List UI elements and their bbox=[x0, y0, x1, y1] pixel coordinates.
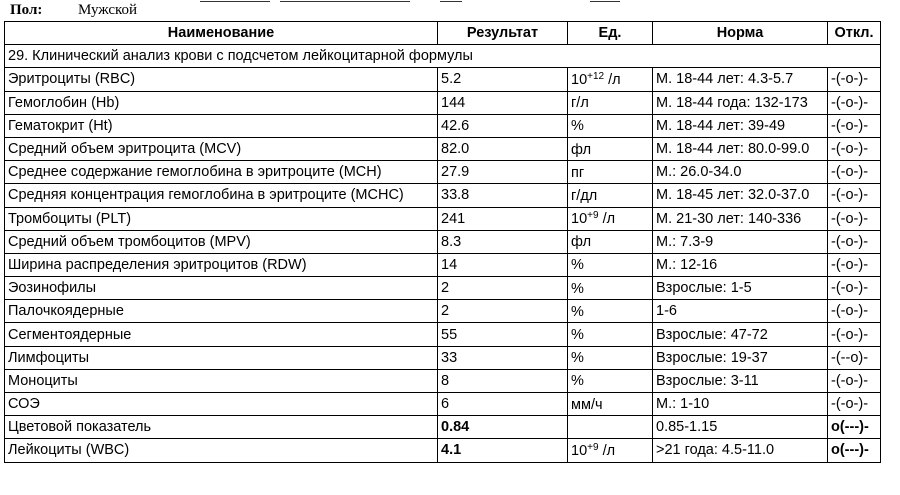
col-header-result: Результат bbox=[438, 22, 568, 45]
unit-base: % bbox=[571, 303, 584, 320]
test-result: 14 bbox=[438, 253, 568, 276]
test-unit bbox=[568, 369, 653, 392]
table-row bbox=[5, 416, 881, 439]
test-name: Тромбоциты (PLT) bbox=[5, 207, 438, 230]
test-unit bbox=[568, 161, 653, 184]
test-deviation: o(---)- bbox=[828, 439, 881, 462]
test-deviation: -(-o-)- bbox=[828, 369, 881, 392]
col-header-deviation: Откл. bbox=[828, 22, 881, 45]
test-unit bbox=[568, 253, 653, 276]
table-row bbox=[5, 439, 881, 462]
test-deviation: -(-o-)- bbox=[828, 161, 881, 184]
test-norm: М.: 26.0-34.0 bbox=[653, 161, 828, 184]
report-header bbox=[0, 0, 900, 18]
test-unit bbox=[568, 68, 653, 91]
test-name: Эритроциты (RBC) bbox=[5, 68, 438, 91]
test-unit bbox=[568, 277, 653, 300]
sex-label: Пол: bbox=[10, 2, 43, 18]
table-row bbox=[5, 393, 881, 416]
test-name: Ширина распределения эритроцитов (RDW) bbox=[5, 253, 438, 276]
test-deviation: -(-o-)- bbox=[828, 137, 881, 160]
test-result: 241 bbox=[438, 207, 568, 230]
test-result: 27.9 bbox=[438, 161, 568, 184]
table-row bbox=[5, 137, 881, 160]
test-deviation: -(-o-)- bbox=[828, 68, 881, 91]
table-row bbox=[5, 68, 881, 91]
table-row bbox=[5, 300, 881, 323]
test-norm: >21 года: 4.5-11.0 bbox=[653, 439, 828, 462]
test-norm: М. 18-44 лет: 80.0-99.0 bbox=[653, 137, 828, 160]
test-norm: 1-6 bbox=[653, 300, 828, 323]
col-header-name: Наименование bbox=[5, 22, 438, 45]
results-table bbox=[4, 21, 881, 463]
test-result: 8 bbox=[438, 369, 568, 392]
table-row bbox=[5, 346, 881, 369]
test-norm: М.: 12-16 bbox=[653, 253, 828, 276]
test-unit bbox=[568, 114, 653, 137]
test-norm: М. 18-45 лет: 32.0-37.0 bbox=[653, 184, 828, 207]
test-deviation: -(-o-)- bbox=[828, 300, 881, 323]
test-norm: М. 18-44 лет: 4.3-5.7 bbox=[653, 68, 828, 91]
test-deviation: -(-o-)- bbox=[828, 253, 881, 276]
col-header-unit: Ед. bbox=[568, 22, 653, 45]
test-unit bbox=[568, 300, 653, 323]
table-row bbox=[5, 114, 881, 137]
unit-exponent: +12 bbox=[587, 70, 605, 82]
test-norm: Взрослые: 1-5 bbox=[653, 277, 828, 300]
test-name: Лимфоциты bbox=[5, 346, 438, 369]
unit-exponent: +9 bbox=[587, 210, 599, 222]
test-name: СОЭ bbox=[5, 393, 438, 416]
test-norm: М. 18-44 года: 132-173 bbox=[653, 91, 828, 114]
unit-base: % bbox=[571, 118, 584, 135]
unit-base: 10 bbox=[571, 211, 588, 228]
unit-base: % bbox=[571, 280, 584, 297]
unit-base: пг bbox=[571, 164, 585, 181]
table-row bbox=[5, 253, 881, 276]
test-norm: Взрослые: 3-11 bbox=[653, 369, 828, 392]
test-result: 55 bbox=[438, 323, 568, 346]
sex-value: Мужской bbox=[78, 2, 138, 18]
test-result: 8.3 bbox=[438, 230, 568, 253]
test-norm: М. 18-44 лет: 39-49 bbox=[653, 114, 828, 137]
test-unit bbox=[568, 393, 653, 416]
unit-base: г/л bbox=[571, 95, 589, 112]
test-result: 4.1 bbox=[438, 439, 568, 462]
unit-base: мм/ч bbox=[571, 396, 603, 413]
section-row bbox=[5, 45, 881, 68]
test-unit bbox=[568, 230, 653, 253]
table-row bbox=[5, 323, 881, 346]
section-title: 29. Клинический анализ крови с подсчетом лейкоцитарной формулы bbox=[5, 45, 881, 68]
test-deviation: -(-o-)- bbox=[828, 323, 881, 346]
cut-off-text-fragment bbox=[200, 0, 270, 3]
table-row bbox=[5, 184, 881, 207]
unit-exponent: +9 bbox=[587, 441, 599, 453]
test-result: 82.0 bbox=[438, 137, 568, 160]
test-norm: Взрослые: 47-72 bbox=[653, 323, 828, 346]
unit-base: 10 bbox=[571, 71, 588, 88]
test-deviation: -(--o)- bbox=[828, 346, 881, 369]
test-name: Сегментоядерные bbox=[5, 323, 438, 346]
test-result: 0.84 bbox=[438, 416, 568, 439]
test-name: Гемоглобин (Hb) bbox=[5, 91, 438, 114]
table-row bbox=[5, 369, 881, 392]
test-name: Цветовой показатель bbox=[5, 416, 438, 439]
unit-base: % bbox=[571, 327, 584, 344]
test-name: Эозинофилы bbox=[5, 277, 438, 300]
test-result: 5.2 bbox=[438, 68, 568, 91]
table-header-row bbox=[5, 22, 881, 45]
test-unit bbox=[568, 439, 653, 462]
test-result: 2 bbox=[438, 277, 568, 300]
test-name: Палочкоядерные bbox=[5, 300, 438, 323]
test-name: Средний объем тромбоцитов (MPV) bbox=[5, 230, 438, 253]
unit-tail: /л bbox=[604, 71, 621, 88]
test-norm: М. 21-30 лет: 140-336 bbox=[653, 207, 828, 230]
cut-off-text-fragment bbox=[590, 0, 620, 3]
test-result: 42.6 bbox=[438, 114, 568, 137]
table-row bbox=[5, 207, 881, 230]
unit-base: 10 bbox=[571, 442, 588, 459]
test-name: Гематокрит (Ht) bbox=[5, 114, 438, 137]
test-unit bbox=[568, 416, 653, 439]
test-unit bbox=[568, 323, 653, 346]
unit-tail: /л bbox=[598, 442, 616, 459]
test-result: 33 bbox=[438, 346, 568, 369]
test-unit bbox=[568, 346, 653, 369]
unit-base: % bbox=[571, 257, 584, 274]
test-deviation: -(-o-)- bbox=[828, 114, 881, 137]
table-row bbox=[5, 277, 881, 300]
unit-base: фл bbox=[571, 234, 592, 251]
unit-tail: /л bbox=[598, 211, 616, 228]
cut-off-text-fragment bbox=[440, 0, 462, 3]
test-deviation: -(-o-)- bbox=[828, 277, 881, 300]
test-name: Моноциты bbox=[5, 369, 438, 392]
test-deviation: -(-o-)- bbox=[828, 207, 881, 230]
unit-base: фл bbox=[571, 141, 592, 158]
test-result: 6 bbox=[438, 393, 568, 416]
test-unit bbox=[568, 184, 653, 207]
test-unit bbox=[568, 137, 653, 160]
test-norm: М.: 1-10 bbox=[653, 393, 828, 416]
unit-base: г/дл bbox=[571, 187, 598, 204]
test-unit bbox=[568, 91, 653, 114]
test-result: 144 bbox=[438, 91, 568, 114]
unit-base: % bbox=[571, 350, 584, 367]
test-result: 33.8 bbox=[438, 184, 568, 207]
test-name: Среднее содержание гемоглобина в эритроците (MCH) bbox=[5, 161, 438, 184]
test-norm: Взрослые: 19-37 bbox=[653, 346, 828, 369]
test-norm: 0.85-1.15 bbox=[653, 416, 828, 439]
col-header-norm: Норма bbox=[653, 22, 828, 45]
test-deviation: -(-o-)- bbox=[828, 230, 881, 253]
test-deviation: -(-o-)- bbox=[828, 393, 881, 416]
test-deviation: -(-o-)- bbox=[828, 184, 881, 207]
test-unit bbox=[568, 207, 653, 230]
test-norm: М.: 7.3-9 bbox=[653, 230, 828, 253]
test-name: Лейкоциты (WBC) bbox=[5, 439, 438, 462]
cut-off-text-fragment bbox=[280, 0, 410, 3]
table-row bbox=[5, 161, 881, 184]
test-deviation: o(---)- bbox=[828, 416, 881, 439]
test-name: Средний объем эритроцита (MCV) bbox=[5, 137, 438, 160]
test-result: 2 bbox=[438, 300, 568, 323]
unit-base: % bbox=[571, 373, 584, 390]
test-deviation: -(-o-)- bbox=[828, 91, 881, 114]
test-name: Средняя концентрация гемоглобина в эритроците (MCHC) bbox=[5, 184, 438, 207]
table-row bbox=[5, 91, 881, 114]
table-row bbox=[5, 230, 881, 253]
